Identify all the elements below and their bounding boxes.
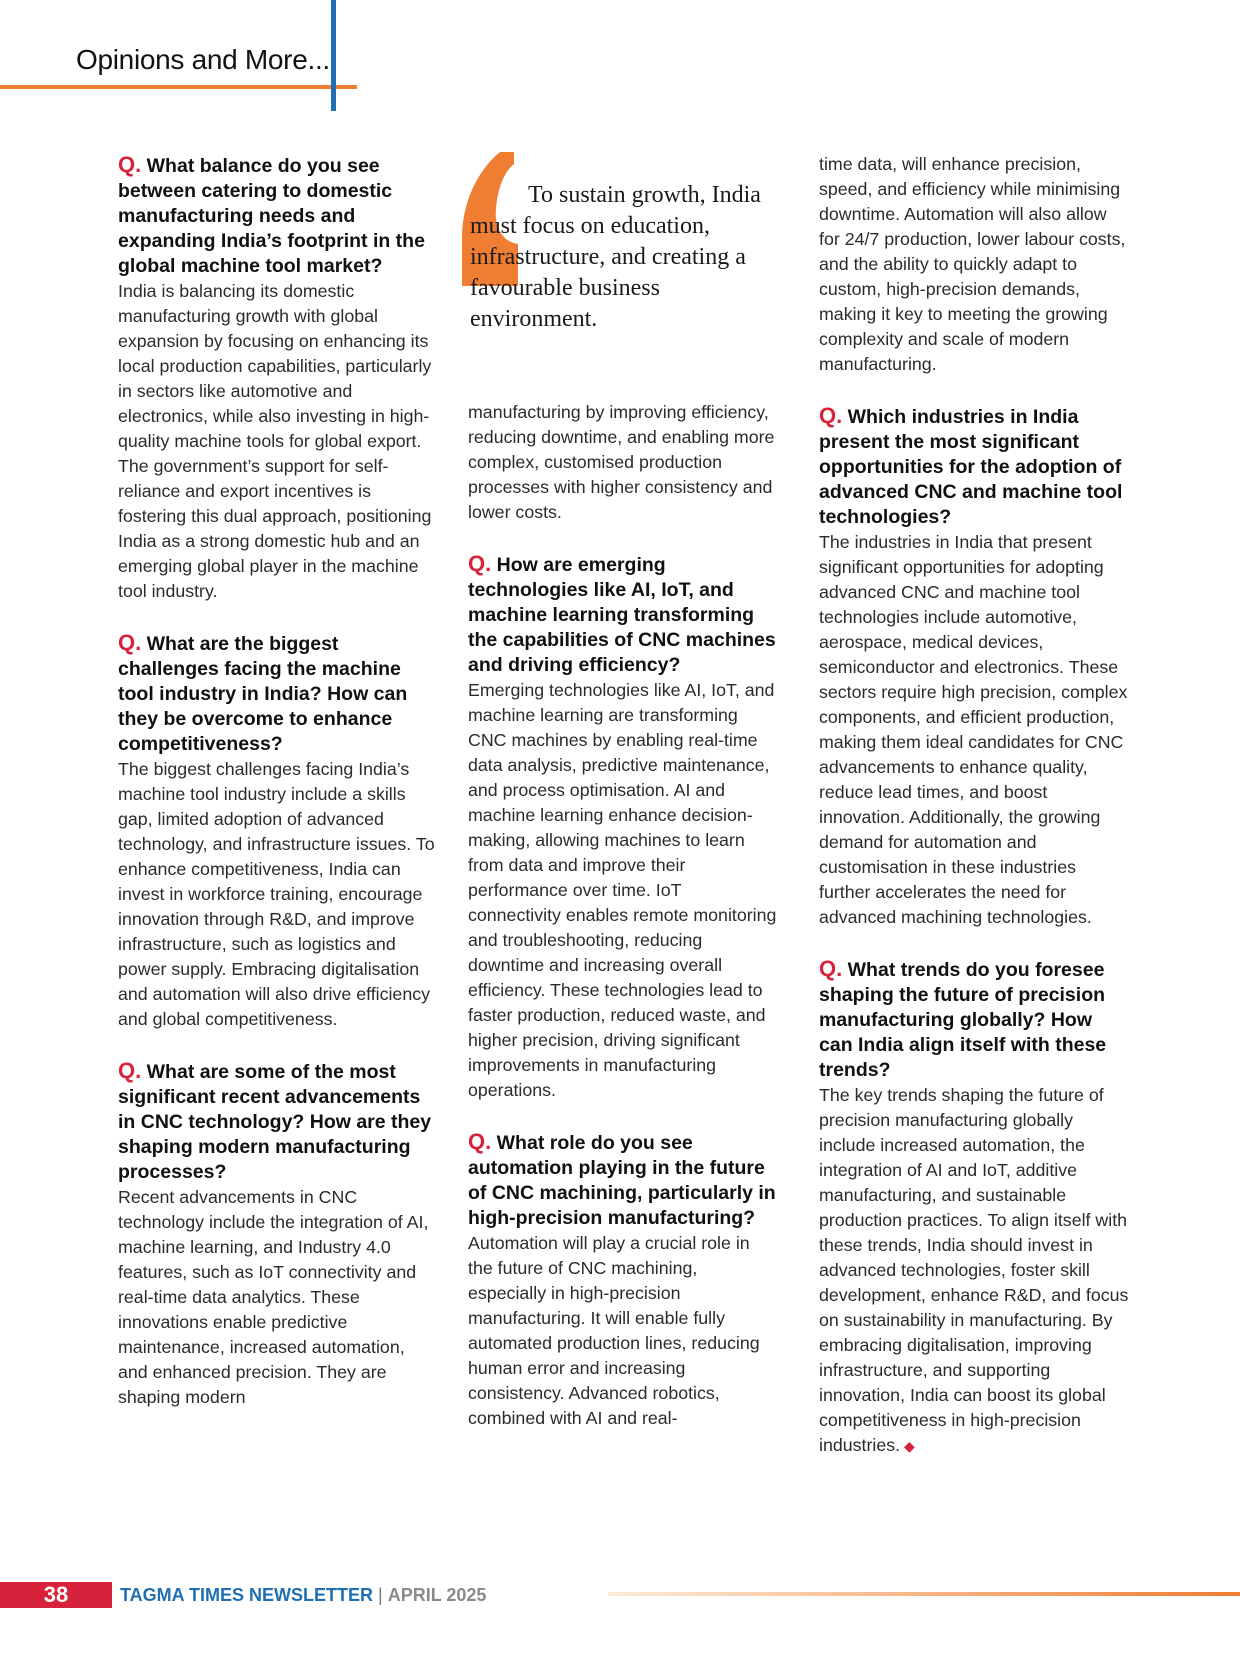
answer: Emerging technologies like AI, IoT, and machine learning are transforming CNC machines by enabling real-time data analysis, predictive maintenance, and process optimisation. AI and machine learning enhance decision-making, allowing machines to learn from data and improve their performance over time. IoT connectivity enables remote monitoring and troubleshooting, reducing downtime and increasing overall efficiency. These technologies lead to faster production, reduced waste, and higher precision, driving significant improvements in manufacturing operations. <box>468 680 777 1100</box>
q-marker: Q. <box>468 551 492 576</box>
qa-block <box>118 630 436 1032</box>
answer-text: The key trends shaping the future of precision manufacturing globally include increased automation, the integration of AI and IoT, additive manufacturing, and sustainable production practices. To align itself with these trends, India should invest in advanced technologies, foster skill development, enhance R&D, and focus on sustainability in manufacturing. By embracing digitalisation, improving infrastructure, and supporting innovation, India can boost its global competitiveness in high-precision industries. <box>819 1085 1129 1455</box>
question-text: Which industries in India present the most significant opportunities for the adoption of advanced CNC and machine tool technologies? <box>819 406 1123 528</box>
question-text: What are the biggest challenges facing the machine tool industry in India? How can they be overcome to enhance competitiveness? <box>118 633 408 755</box>
qa-block <box>819 403 1129 930</box>
answer: The biggest challenges facing India’s machine tool industry include a skills gap, limited adoption of advanced technology, and infrastructure issues. To enhance competitiveness, India can invest in workforce training, encourage innovation through R&D, and improve infrastructure, such as logistics and power supply. Embracing digitalisation and automation will also drive efficiency and global competitiveness. <box>118 759 435 1029</box>
answer <box>819 1083 1129 1459</box>
question <box>819 403 1129 530</box>
continued-answer: time data, will enhance precision, speed, and efficiency while minimising downtime. Automation will also allow for 24/7 production, lower labour costs, and the ability to quickly adapt to custom, high-precision demands, making it key to meeting the growing complexity and scale of modern manufacturing. <box>819 154 1126 374</box>
question <box>118 1058 436 1185</box>
footer-separator: | <box>378 1585 383 1605</box>
footer-publication <box>120 1583 486 1607</box>
footer-issue-date: APRIL 2025 <box>387 1585 487 1605</box>
page-number: 38 <box>43 1582 69 1607</box>
column-3 <box>819 152 1129 1485</box>
qa-block <box>468 1129 778 1431</box>
qa-block <box>819 956 1129 1459</box>
q-marker: Q. <box>468 1129 492 1154</box>
qa-block <box>118 1058 436 1410</box>
header-orange-rule <box>0 85 357 89</box>
continued-answer: manufacturing by improving efficiency, reducing downtime, and enabling more complex, customised production processes with higher consistency and lower costs. <box>468 402 775 522</box>
question-text: What balance do you see between catering to domestic manufacturing needs and expanding India’s footprint in the global machine tool market? <box>118 155 425 277</box>
section-title: Opinions and More... <box>76 44 330 75</box>
question <box>118 152 436 279</box>
question-text: What role do you see automation playing in the future of CNC machining, particularly in high-precision manufacturing? <box>468 1132 776 1229</box>
q-marker: Q. <box>118 630 142 655</box>
question-text: How are emerging technologies like AI, IoT, and machine learning transforming the capabilities of CNC machines and driving efficiency? <box>468 554 776 676</box>
column-2 <box>468 152 778 1457</box>
question-text: What trends do you foresee shaping the future of precision manufacturing globally? How can India align itself with these trends? <box>819 959 1107 1081</box>
question <box>468 1129 778 1231</box>
answer: The industries in India that present significant opportunities for adopting advanced CNC and machine tool technologies include automotive, aerospace, medical devices, semiconductor and electronics. These sectors require high precision, complex components, and efficient production, making them ideal candidates for CNC advancements to enhance quality, reduce lead times, and boost innovation. Additionally, the growing demand for automation and customisation in these industries further accelerates the need for advanced machining technologies. <box>819 532 1128 927</box>
pull-quote <box>468 152 778 400</box>
question-text: What are some of the most significant recent advancements in CNC technology? How are they shaping modern manufacturing processes? <box>118 1061 432 1183</box>
column-1 <box>118 152 436 1436</box>
qa-block <box>118 152 436 604</box>
question <box>118 630 436 757</box>
footer-gradient-rule <box>608 1592 1240 1596</box>
answer: Automation will play a crucial role in the future of CNC machining, especially in high-precision manufacturing. It will enable fully automated production lines, reducing human error and increasing consistency. Advanced robotics, combined with AI and real- <box>468 1233 760 1428</box>
end-diamond-icon: ◆ <box>904 1438 915 1454</box>
q-marker: Q. <box>819 403 843 428</box>
answer: India is balancing its domestic manufacturing growth with global expansion by focusing on enhancing its local production capabilities, particularly in sectors like automotive and electronics, while also investing in high-quality machine tools for global export. The government’s support for self-reliance and export incentives is fostering this dual approach, positioning India as a strong domestic hub and an emerging global player in the machine tool industry. <box>118 281 432 601</box>
q-marker: Q. <box>118 1058 142 1083</box>
q-marker: Q. <box>819 956 843 981</box>
question <box>819 956 1129 1083</box>
question <box>468 551 778 678</box>
qa-block <box>468 551 778 1103</box>
footer-brand: TAGMA TIMES NEWSLETTER <box>120 1585 373 1605</box>
q-marker: Q. <box>118 152 142 177</box>
pull-quote-text: To sustain growth, India must focus on education, infrastructure, and creating a favourable business environment. <box>470 182 761 332</box>
header-blue-rule <box>331 0 336 111</box>
answer: Recent advancements in CNC technology include the integration of AI, machine learning, and Industry 4.0 features, such as IoT connectivity and real-time data analytics. These innovations enable predictive maintenance, increased automation, and enhanced precision. They are shaping modern <box>118 1187 429 1407</box>
